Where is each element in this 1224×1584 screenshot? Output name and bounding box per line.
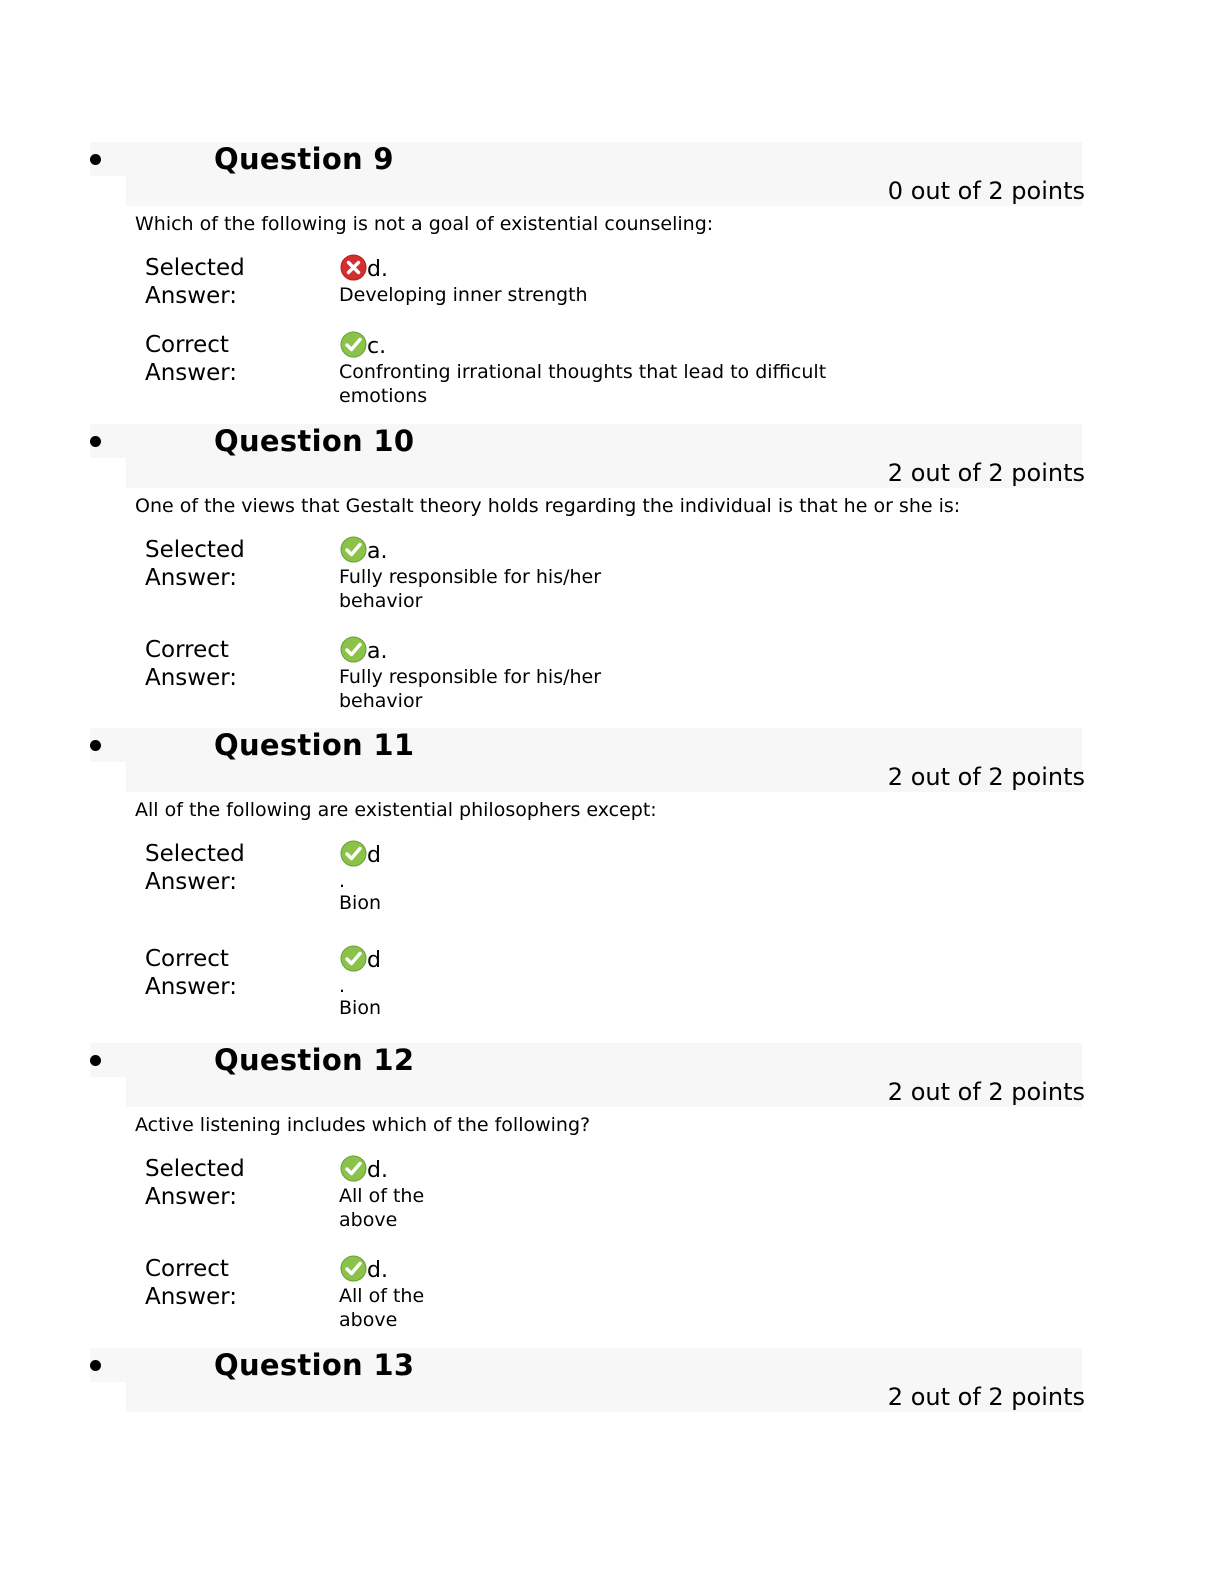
question-title: Question 9 [214,142,394,176]
answer-text: Fully responsible for his/her behavior [339,666,602,712]
correct-answer-label: Correct Answer: [145,946,238,1000]
correct-answer-label: Correct Answer: [145,1256,238,1310]
selected-answer-label: Selected Answer: [145,1156,245,1210]
question-title: Question 10 [214,424,415,458]
question-points: 2 out of 2 points [887,763,1085,791]
correct-answer-label: Correct Answer: [145,637,238,691]
question-title: Question 13 [214,1348,415,1382]
bullet-icon [90,154,101,165]
question-points: 2 out of 2 points [887,1078,1085,1106]
answer-letter: c. [367,334,387,359]
answer-letter: d [367,948,381,973]
answer-text: . Bion [339,975,381,1019]
answer-letter: d [367,843,381,868]
bullet-icon [90,1055,101,1066]
bullet-icon [90,740,101,751]
answer-letter: a. [367,639,388,664]
question-text: Active listening includes which of the following? [135,1114,591,1136]
selected-answer-label: Selected Answer: [145,255,245,309]
correct-check-icon [340,331,367,358]
answer-text: All of the above [339,1285,425,1331]
question-points: 2 out of 2 points [887,1383,1085,1411]
bullet-icon [90,1360,101,1371]
correct-check-icon [340,945,367,972]
answer-text: . Bion [339,870,381,914]
selected-answer-label: Selected Answer: [145,537,245,591]
answer-letter: d. [367,1158,388,1183]
answer-text: Developing inner strength [339,284,588,306]
bullet-icon [90,436,101,447]
correct-check-icon [340,1255,367,1282]
question-text: All of the following are existential philosophers except: [135,799,657,821]
question-text: One of the views that Gestalt theory holds regarding the individual is that he or she is: [135,495,961,517]
answer-letter: d. [367,257,388,282]
correct-check-icon [340,1155,367,1182]
answer-text: Confronting irrational thoughts that lead to difficult emotions [339,361,827,407]
correct-check-icon [340,840,367,867]
question-points: 2 out of 2 points [887,459,1085,487]
question-points: 0 out of 2 points [887,177,1085,205]
answer-text: All of the above [339,1185,425,1231]
question-title: Question 11 [214,728,415,762]
question-title: Question 12 [214,1043,415,1077]
answer-letter: a. [367,539,388,564]
question-text: Which of the following is not a goal of existential counseling: [135,213,714,235]
correct-check-icon [340,536,367,563]
selected-answer-label: Selected Answer: [145,841,245,895]
answer-text: Fully responsible for his/her behavior [339,566,602,612]
correct-answer-label: Correct Answer: [145,332,238,386]
answer-letter: d. [367,1258,388,1283]
incorrect-x-icon [340,254,367,281]
correct-check-icon [340,636,367,663]
